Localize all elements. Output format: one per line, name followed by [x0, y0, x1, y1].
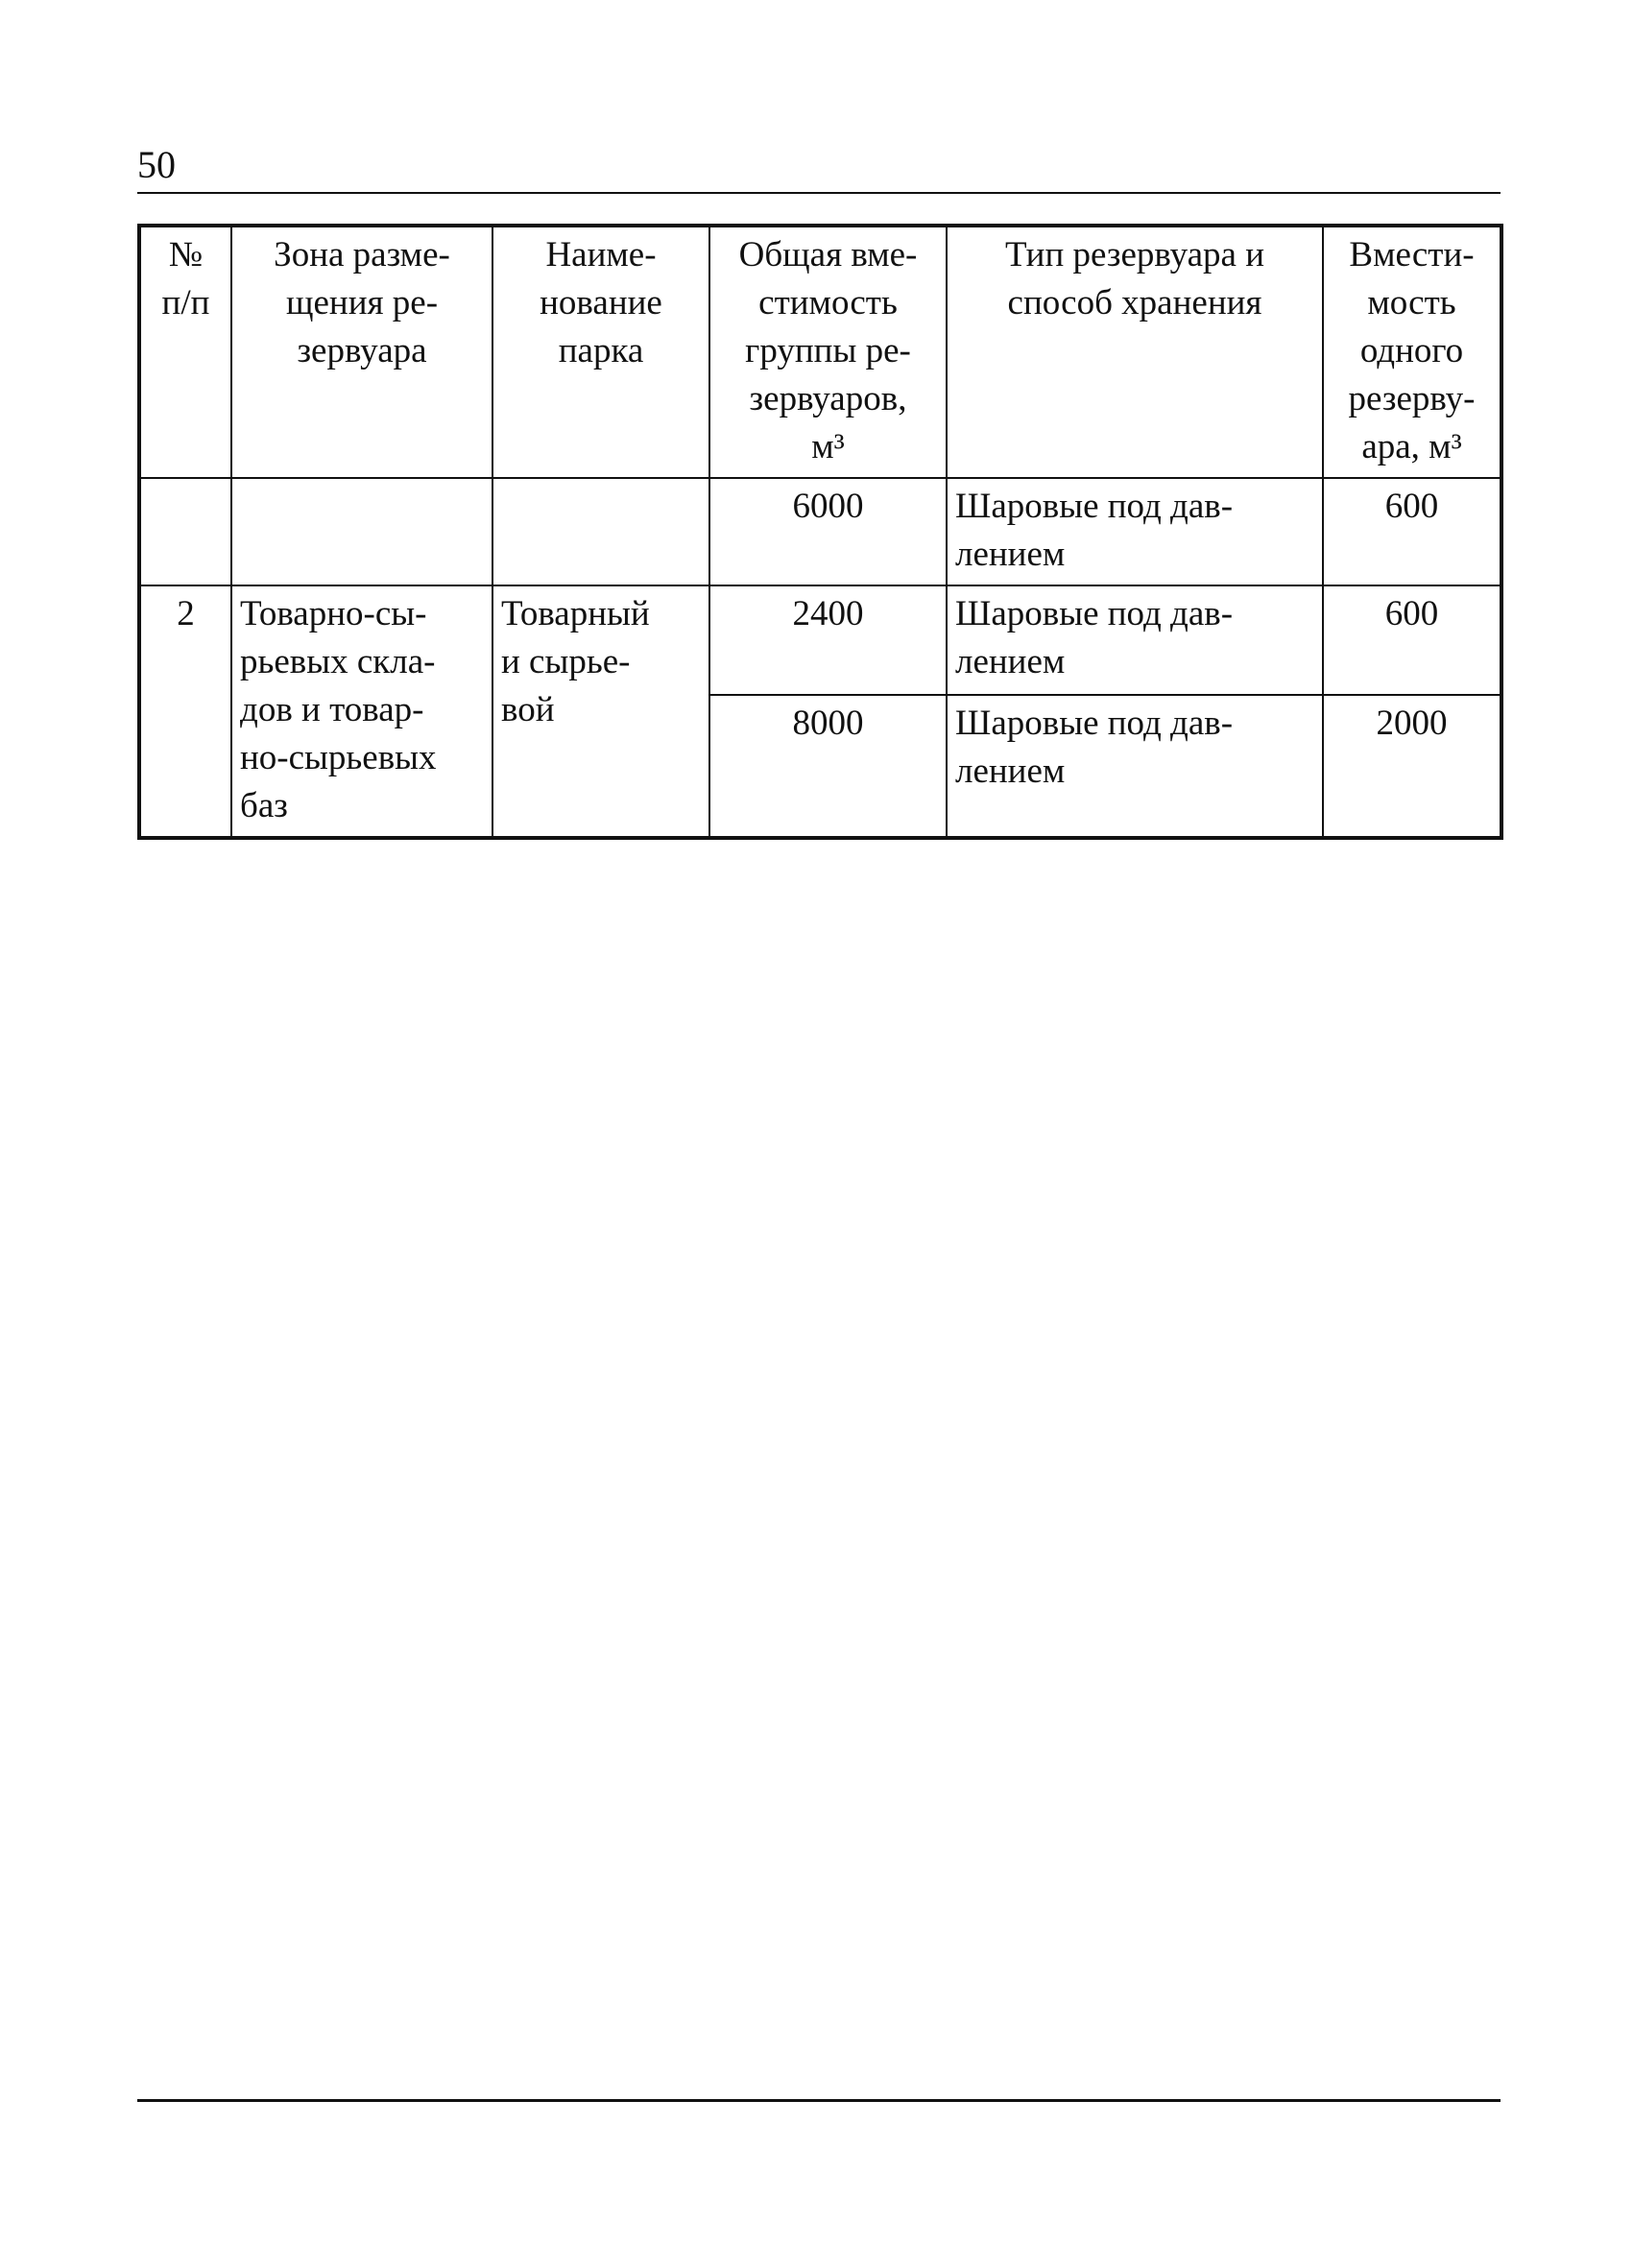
cell-single-capacity: 600 [1323, 585, 1501, 695]
cell-zone [231, 478, 492, 585]
header-tank-type: Тип резервуара и способ хранения [947, 226, 1323, 478]
page-number: 50 [137, 143, 176, 186]
header-park-name: Наиме- нование парка [492, 226, 709, 478]
header-total-capacity: Общая вме- стимость группы ре- зервуаров, м³ [709, 226, 947, 478]
cell-park: Товарный и сырье- вой [492, 585, 709, 838]
header-single-capacity: Вмести- мость одного резерву- ара, м³ [1323, 226, 1501, 478]
header-zone: Зона разме- щения ре- зервуара [231, 226, 492, 478]
table-header-row [139, 226, 1501, 478]
header-rule [137, 192, 1501, 194]
header-number: № п/п [139, 226, 231, 478]
cell-number [139, 478, 231, 585]
cell-total-capacity: 2400 [709, 585, 947, 695]
table-row [139, 478, 1501, 585]
cell-tank-type: Шаровые под дав- лением [947, 585, 1323, 695]
footer-rule [137, 2099, 1501, 2102]
cell-total-capacity: 8000 [709, 695, 947, 838]
cell-park [492, 478, 709, 585]
cell-total-capacity: 6000 [709, 478, 947, 585]
cell-tank-type: Шаровые под дав- лением [947, 478, 1323, 585]
table-row [139, 585, 1501, 695]
reservoir-table [137, 224, 1503, 840]
cell-single-capacity: 600 [1323, 478, 1501, 585]
cell-zone: Товарно-сы- рьевых скла- дов и товар- но-сырьевых баз [231, 585, 492, 838]
cell-number: 2 [139, 585, 231, 838]
cell-tank-type: Шаровые под дав- лением [947, 695, 1323, 838]
cell-single-capacity: 2000 [1323, 695, 1501, 838]
